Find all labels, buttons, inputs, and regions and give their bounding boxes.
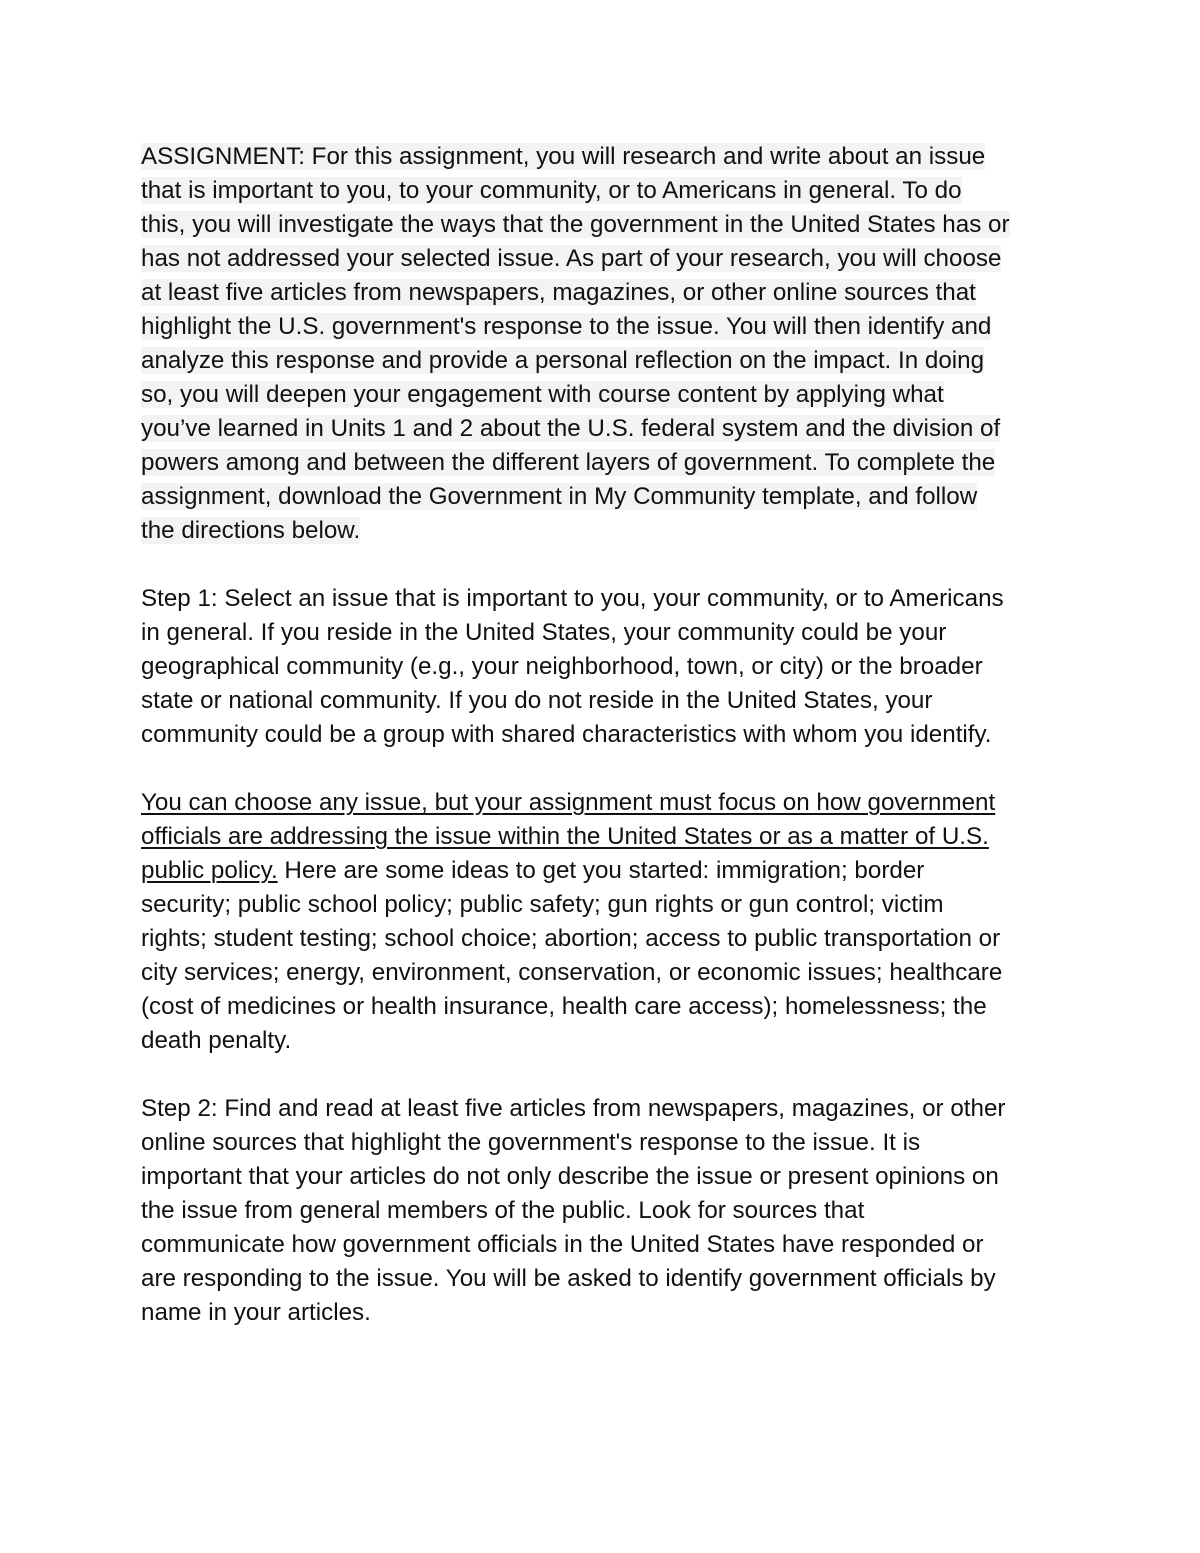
- focus-underlined-text: You can choose any issue, but your assignment must focus on how government: [141, 789, 996, 816]
- focus-line: security; public school policy; public safety; gun rights or gun control; victim: [141, 891, 944, 918]
- assignment-paragraph: [141, 140, 1066, 548]
- step1-line: in general. If you reside in the United States, your community could be your: [141, 619, 947, 646]
- step1-paragraph: [141, 582, 1066, 752]
- focus-paragraph: [141, 786, 1066, 1058]
- step2-line: online sources that highlight the government's response to the issue. It is: [141, 1129, 921, 1156]
- focus-line: city services; energy, environment, conservation, or economic issues; healthcare: [141, 959, 1003, 986]
- step2-line: communicate how government officials in the United States have responded or: [141, 1231, 984, 1258]
- assignment-line: that is important to you, to your community, or to Americans in general. To do: [141, 177, 962, 204]
- focus-text: Here are some ideas to get you started: immigration; border: [277, 857, 925, 884]
- step2-paragraph: [141, 1092, 1066, 1330]
- step2-line: the issue from general members of the public. Look for sources that: [141, 1197, 865, 1224]
- assignment-line: highlight the U.S. government's response to the issue. You will then identify and: [141, 313, 992, 340]
- assignment-line: the directions below.: [141, 517, 361, 544]
- focus-line: rights; student testing; school choice; abortion; access to public transportation or: [141, 925, 1001, 952]
- focus-line: (cost of medicines or health insurance, health care access); homelessness; the: [141, 993, 987, 1020]
- assignment-line: this, you will investigate the ways that the government in the United States has or: [141, 211, 1010, 238]
- step2-line: are responding to the issue. You will be asked to identify government officials by: [141, 1265, 996, 1292]
- assignment-line: powers among and between the different layers of government. To complete the: [141, 449, 996, 476]
- step2-line: name in your articles.: [141, 1299, 371, 1326]
- assignment-line: ASSIGNMENT: For this assignment, you will research and write about an issue: [141, 143, 986, 170]
- step2-line: Step 2: Find and read at least five articles from newspapers, magazines, or other: [141, 1095, 1006, 1122]
- assignment-line: you’ve learned in Units 1 and 2 about the U.S. federal system and the division of: [141, 415, 1001, 442]
- focus-line: death penalty.: [141, 1027, 292, 1054]
- assignment-line: so, you will deepen your engagement with course content by applying what: [141, 381, 944, 408]
- document-body: [141, 140, 1066, 1364]
- focus-underlined-text: officials are addressing the issue within the United States or as a matter of U.S.: [141, 823, 989, 850]
- step2-line: important that your articles do not only describe the issue or present opinions on: [141, 1163, 999, 1190]
- assignment-line: analyze this response and provide a personal reflection on the impact. In doing: [141, 347, 985, 374]
- step1-line: Step 1: Select an issue that is important to you, your community, or to Americans: [141, 585, 1004, 612]
- assignment-line: assignment, download the Government in My Community template, and follow: [141, 483, 978, 510]
- assignment-line: has not addressed your selected issue. As part of your research, you will choose: [141, 245, 1002, 272]
- step1-line: state or national community. If you do not reside in the United States, your: [141, 687, 933, 714]
- step1-line: geographical community (e.g., your neighborhood, town, or city) or the broader: [141, 653, 983, 680]
- focus-underlined-text: public policy.: [141, 857, 278, 884]
- step1-line: community could be a group with shared characteristics with whom you identify.: [141, 721, 992, 748]
- assignment-line: at least five articles from newspapers, magazines, or other online sources that: [141, 279, 976, 306]
